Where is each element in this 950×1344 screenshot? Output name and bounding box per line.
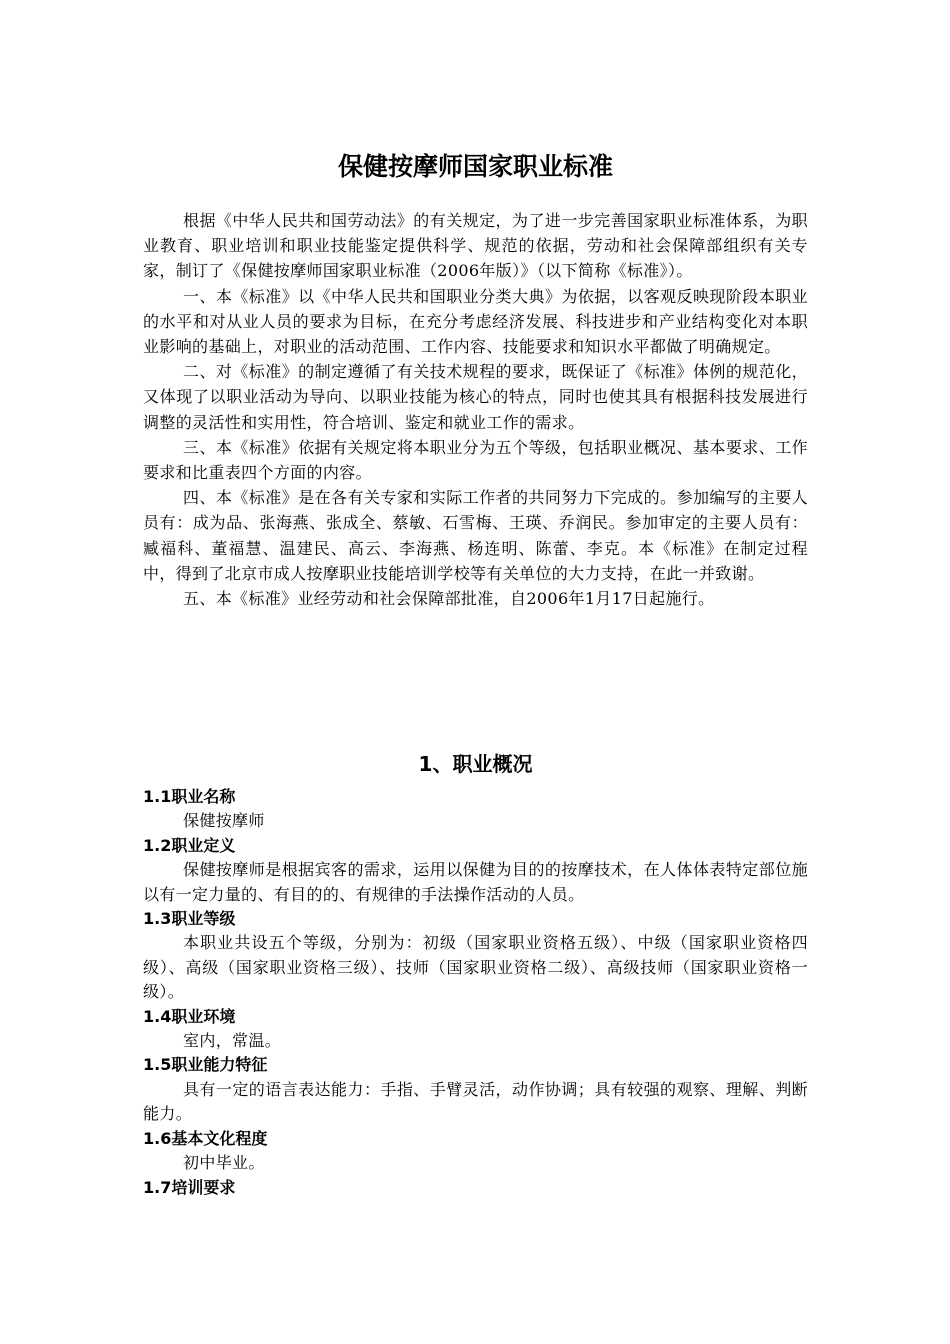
intro-paragraph: 二、对《标准》的制定遵循了有关技术规程的要求，既保证了《标准》体例的规范化，又体现了以职业活动为导向、以职业技能为核心的特点，同时也使其具有根据科技发展进行调整的灵活性和实用性，符合培训、鉴定和就业工作的需求。 — [143, 362, 808, 432]
subsection-list — [143, 785, 808, 1200]
subsection-body: 本职业共设五个等级，分别为：初级（国家职业资格五级）、中级（国家职业资格四级）、高级（国家职业资格三级）、技师（国家职业资格二级）、高级技师（国家职业资格一级）。 — [143, 933, 808, 1002]
intro-paragraph: 四、本《标准》是在各有关专家和实际工作者的共同努力下完成的。参加编写的主要人员有：成为品、张海燕、张成全、蔡敏、石雪梅、王瑛、乔润民。参加审定的主要人员有：臧福科、董福慧、温建民、高云、李海燕、杨连明、陈蕾、李克。本《标准》在制定过程中，得到了北京市成人按摩职业技能培训学校等有关单位的大力支持，在此一并致谢。 — [143, 488, 808, 583]
intro-section — [143, 208, 808, 611]
subsection-heading: 1.7培训要求 — [143, 1177, 236, 1197]
subsection-heading: 1.2职业定义 — [143, 835, 236, 855]
subsection-body: 室内，常温。 — [183, 1031, 282, 1051]
subsection-heading: 1.1职业名称 — [143, 787, 236, 806]
document-title: 保健按摩师国家职业标准 — [337, 151, 613, 181]
subsection-body: 保健按摩师是根据宾客的需求，运用以保健为目的的按摩技术，在人体体表特定部位施以有一定力量的、有目的的、有规律的手法操作活动的人员。 — [143, 860, 808, 904]
subsection-body: 保健按摩师 — [183, 811, 265, 831]
intro-paragraph: 五、本《标准》业经劳动和社会保障部批准，自2006年1月17日起施行。 — [183, 589, 715, 609]
section-title: 1、职业概况 — [418, 751, 533, 776]
intro-paragraph: 三、本《标准》依据有关规定将本职业分为五个等级，包括职业概况、基本要求、工作要求和比重表四个方面的内容。 — [143, 437, 808, 483]
subsection-body: 具有一定的语言表达能力：手指、手臂灵活，动作协调；具有较强的观察、理解、判断能力。 — [143, 1079, 808, 1124]
intro-paragraph: 一、本《标准》以《中华人民共和国职业分类大典》为依据，以客观反映现阶段本职业的水平和对从业人员的要求为目标，在充分考虑经济发展、科技进步和产业结构变化对本职业影响的基础上，对职业的活动范围、工作内容、技能要求和知识水平都做了明确规定。 — [143, 286, 808, 357]
subsection-heading: 1.3职业等级 — [143, 909, 236, 929]
subsection-heading: 1.4职业环境 — [143, 1006, 236, 1026]
subsection-heading: 1.6基本文化程度 — [143, 1128, 268, 1148]
intro-paragraph: 根据《中华人民共和国劳动法》的有关规定，为了进一步完善国家职业标准体系，为职业教育、职业培训和职业技能鉴定提供科学、规范的依据，劳动和社会保障部组织有关专家，制订了《保健按摩师国家职业标准（2006年版）》（以下简称《标准》）。 — [143, 211, 808, 281]
subsection-body: 初中毕业。 — [183, 1153, 265, 1173]
subsection-heading: 1.5职业能力特征 — [143, 1055, 268, 1075]
